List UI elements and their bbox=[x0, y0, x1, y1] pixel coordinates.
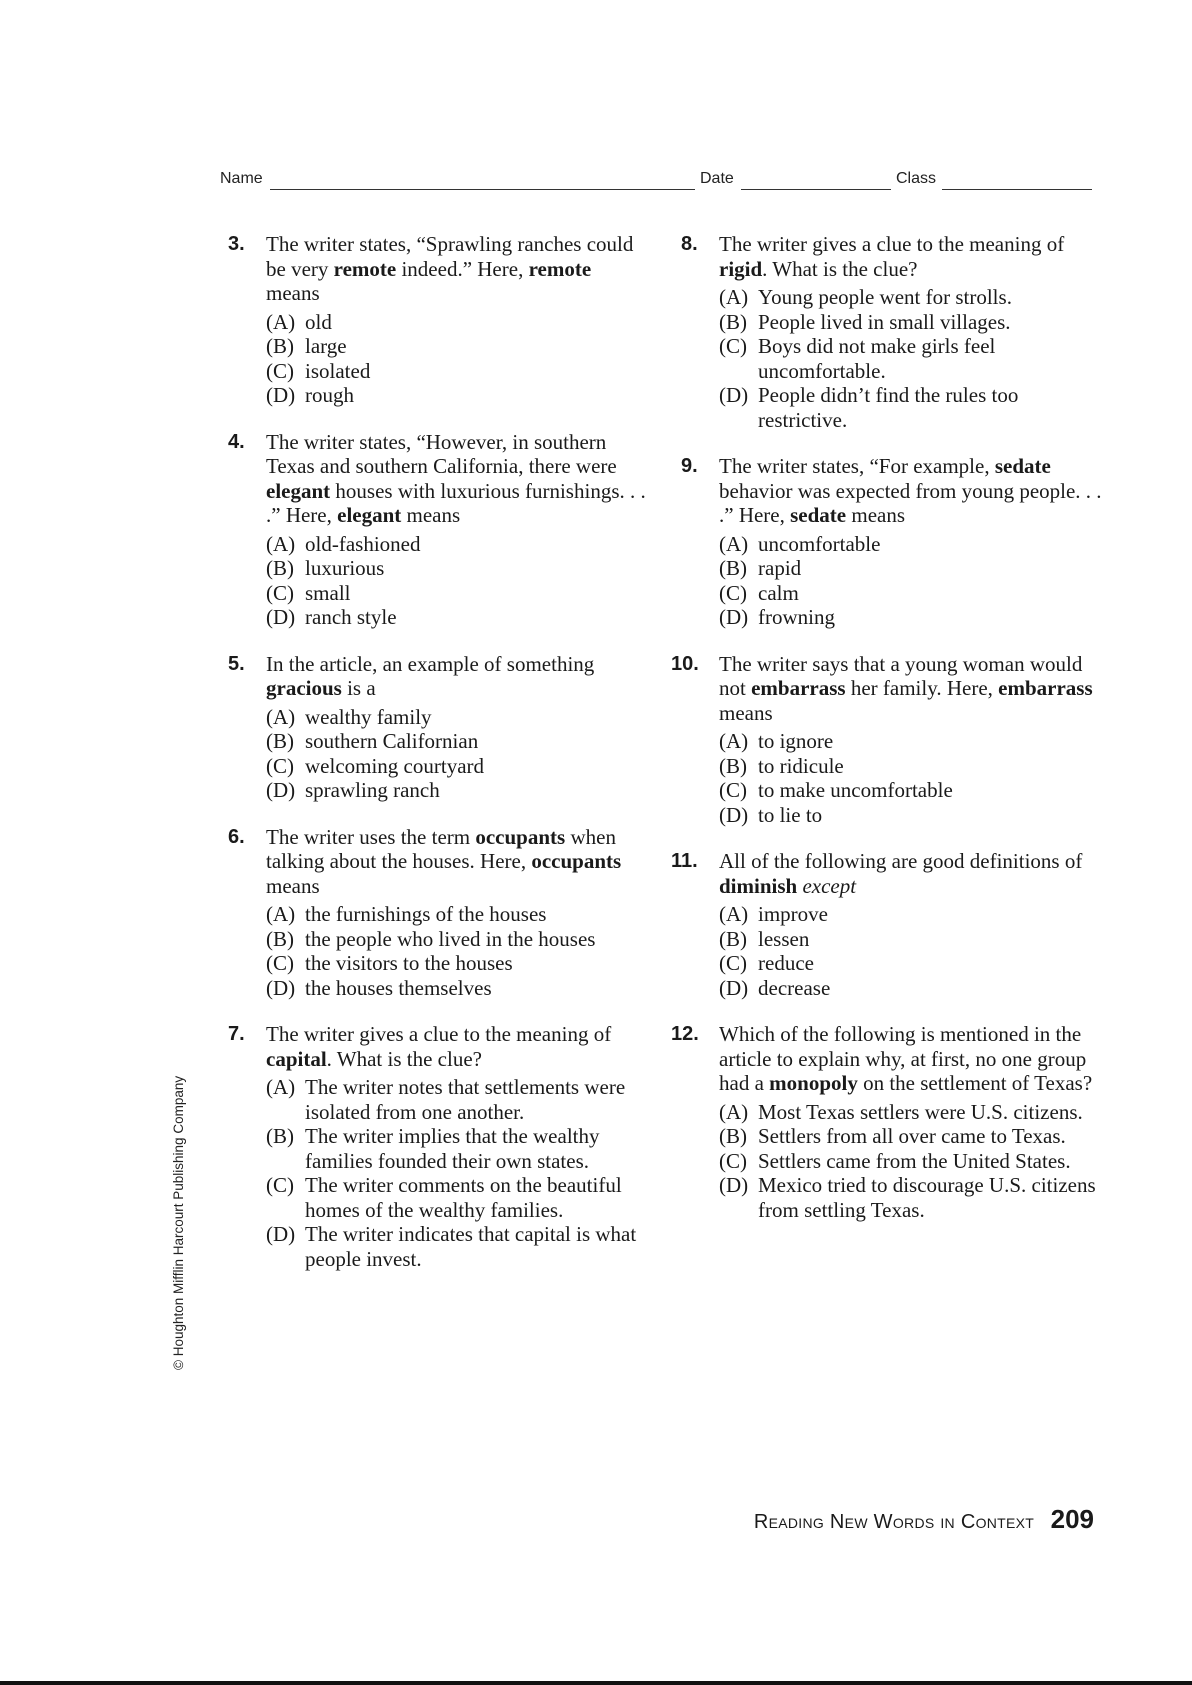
question-stem bbox=[266, 652, 650, 701]
right-column bbox=[671, 232, 1103, 1222]
answer-choice[interactable] bbox=[719, 1149, 1103, 1174]
choice-letter: (D) bbox=[719, 605, 749, 629]
choice-letter: (A) bbox=[266, 704, 296, 729]
vocab-word: rigid bbox=[719, 256, 763, 281]
choice-letter: (A) bbox=[266, 309, 296, 334]
footer bbox=[754, 1504, 1094, 1535]
answer-choice[interactable] bbox=[266, 754, 650, 779]
stem-text: is a bbox=[341, 676, 376, 700]
choice-text: to ridicule bbox=[758, 753, 844, 778]
answer-choice[interactable] bbox=[266, 927, 650, 952]
stem-text: Which of the following is mentioned in the article to explain why, at first, no one group had a bbox=[719, 1022, 1087, 1095]
question-12 bbox=[671, 1022, 1103, 1222]
choice-text: the people who lived in the houses bbox=[305, 926, 596, 951]
choice-letter: (D) bbox=[266, 383, 296, 407]
choice-letter: (A) bbox=[266, 1075, 296, 1099]
choice-text: uncomfortable bbox=[758, 531, 881, 556]
choice-letter: (D) bbox=[719, 975, 749, 1000]
choice-text: wealthy family bbox=[305, 704, 432, 729]
question-11 bbox=[671, 849, 1103, 1000]
choice-letter: (D) bbox=[719, 802, 749, 827]
choice-text: ranch style bbox=[305, 605, 397, 629]
date-label: Date bbox=[700, 170, 734, 187]
question-stem bbox=[266, 825, 650, 899]
choice-text: the furnishings of the houses bbox=[305, 902, 547, 926]
question-8 bbox=[683, 232, 1103, 432]
question-stem bbox=[719, 1022, 1103, 1096]
answer-choice[interactable] bbox=[266, 383, 650, 408]
answer-choice[interactable] bbox=[266, 532, 650, 557]
question-stem bbox=[266, 1022, 650, 1071]
choice-letter: (B) bbox=[719, 1124, 747, 1148]
question-3 bbox=[230, 232, 650, 408]
vocab-word: occupants bbox=[531, 849, 622, 873]
choice-text: to ignore bbox=[758, 729, 834, 753]
answer-choice[interactable] bbox=[266, 310, 650, 335]
stem-text: The writer states, “Sprawling ranches could be very bbox=[266, 232, 634, 281]
choice-text: Settlers came from the United States. bbox=[758, 1148, 1071, 1173]
question-stem bbox=[719, 454, 1103, 528]
question-number: 10. bbox=[671, 652, 699, 675]
choice-text: large bbox=[305, 334, 347, 358]
stem-text: means bbox=[266, 873, 320, 898]
choice-letter: (A) bbox=[266, 531, 296, 556]
answer-choices bbox=[719, 532, 1103, 630]
choice-letter: (B) bbox=[266, 334, 294, 358]
answer-choice[interactable] bbox=[266, 1075, 650, 1124]
choice-text: rapid bbox=[758, 556, 802, 580]
answer-choice[interactable] bbox=[266, 581, 650, 606]
choice-letter: (C) bbox=[266, 753, 294, 778]
stem-text: The writer gives a clue to the meaning of bbox=[266, 1022, 612, 1046]
choice-text: old bbox=[305, 309, 332, 334]
vocab-word: sedate bbox=[790, 503, 847, 527]
answer-choices bbox=[266, 1075, 650, 1271]
choice-text: improve bbox=[758, 902, 828, 926]
stem-text: indeed.” Here, bbox=[396, 256, 529, 281]
answer-choices bbox=[719, 285, 1103, 432]
answer-choice[interactable] bbox=[719, 310, 1103, 335]
answer-choice[interactable] bbox=[719, 803, 1103, 828]
choice-text: welcoming courtyard bbox=[305, 753, 485, 778]
answer-choice[interactable] bbox=[266, 705, 650, 730]
choice-text: The writer implies that the wealthy families founded their own states. bbox=[305, 1124, 600, 1173]
choice-text: the houses themselves bbox=[305, 975, 492, 1000]
choice-text: frowning bbox=[758, 605, 835, 629]
emphasis-text: except bbox=[802, 873, 857, 898]
class-label: Class bbox=[896, 170, 937, 187]
stem-text: behavior was expected from young people. . . .” Here, bbox=[719, 478, 1102, 527]
answer-choice[interactable] bbox=[719, 1173, 1103, 1222]
answer-choice[interactable] bbox=[719, 605, 1103, 630]
choice-letter: (B) bbox=[719, 309, 747, 334]
copyright-notice: © Houghton Mifflin Harcourt Publishing Company bbox=[171, 1075, 186, 1370]
stem-text: means bbox=[846, 503, 906, 527]
choice-letter: (A) bbox=[719, 1099, 749, 1124]
vocab-word: capital bbox=[266, 1046, 327, 1071]
answer-choice[interactable] bbox=[266, 334, 650, 359]
question-number: 4. bbox=[228, 430, 245, 453]
choice-letter: (B) bbox=[266, 1124, 294, 1148]
answer-choices bbox=[266, 532, 650, 630]
question-10 bbox=[671, 651, 1103, 828]
question-stem bbox=[266, 430, 650, 528]
question-5 bbox=[230, 652, 650, 803]
choice-text: Settlers from all over came to Texas. bbox=[758, 1124, 1066, 1148]
choice-text: calm bbox=[758, 580, 799, 605]
stem-text: houses with luxurious furnishings. . . .” Here, bbox=[266, 478, 646, 527]
answer-choice[interactable] bbox=[719, 1124, 1103, 1149]
choice-letter: (B) bbox=[266, 926, 294, 951]
stem-text: The writer states, “However, in southern Texas and southern California, there were bbox=[266, 429, 617, 478]
question-number: 8. bbox=[681, 233, 698, 255]
answer-choice[interactable] bbox=[266, 778, 650, 803]
vocab-word: elegant bbox=[266, 478, 331, 503]
choice-letter: (A) bbox=[719, 729, 749, 753]
choice-text: Young people went for strolls. bbox=[758, 285, 1012, 309]
choice-text: People lived in small villages. bbox=[758, 309, 1011, 334]
choice-letter: (C) bbox=[266, 580, 294, 605]
choice-text: The writer comments on the beautiful homes of the wealthy families. bbox=[305, 1173, 622, 1222]
choice-text: The writer notes that settlements were isolated from one another. bbox=[305, 1075, 626, 1124]
choice-text: rough bbox=[305, 383, 354, 407]
choice-text: luxurious bbox=[305, 556, 385, 580]
stem-text: The writer states, “For example, bbox=[719, 454, 995, 478]
question-number: 6. bbox=[228, 825, 245, 848]
answer-choices bbox=[266, 310, 650, 408]
answer-choice[interactable] bbox=[719, 754, 1103, 779]
answer-choices bbox=[719, 729, 1103, 827]
choice-text: to make uncomfortable bbox=[758, 778, 953, 802]
answer-choice[interactable] bbox=[719, 285, 1103, 310]
question-number: 5. bbox=[228, 652, 245, 675]
answer-choice[interactable] bbox=[266, 729, 650, 754]
choice-text: Most Texas settlers were U.S. citizens. bbox=[758, 1099, 1083, 1124]
stem-text: means bbox=[401, 503, 461, 527]
stem-text: means bbox=[719, 700, 773, 725]
choice-letter: (B) bbox=[719, 753, 747, 778]
question-number: 3. bbox=[228, 233, 245, 255]
answer-choices bbox=[719, 1100, 1103, 1223]
date-line bbox=[741, 189, 891, 190]
stem-text: The writer says that a young woman would not bbox=[719, 651, 1083, 700]
choice-letter: (D) bbox=[266, 605, 296, 629]
answer-choice[interactable] bbox=[266, 556, 650, 581]
choice-letter: (A) bbox=[719, 285, 749, 309]
choice-letter: (A) bbox=[719, 902, 749, 926]
question-number: 7. bbox=[228, 1023, 245, 1045]
choice-letter: (B) bbox=[719, 556, 747, 580]
vocab-word: diminish bbox=[719, 873, 798, 898]
answer-choice[interactable] bbox=[266, 1222, 650, 1271]
choice-letter: (B) bbox=[719, 926, 747, 951]
vocab-word: embarrass bbox=[998, 676, 1093, 700]
class-line bbox=[942, 189, 1092, 190]
vocab-word: elegant bbox=[337, 503, 402, 527]
question-7 bbox=[230, 1022, 650, 1271]
vocab-word: embarrass bbox=[751, 676, 846, 700]
choice-letter: (D) bbox=[266, 778, 296, 802]
choice-text: The writer indicates that capital is what people invest. bbox=[305, 1222, 637, 1271]
choice-text: old-fashioned bbox=[305, 531, 421, 556]
question-number: 9. bbox=[681, 455, 698, 477]
answer-choice[interactable] bbox=[719, 334, 1103, 383]
answer-choice[interactable] bbox=[266, 605, 650, 630]
choice-text: lessen bbox=[758, 926, 810, 951]
stem-text: when talking about the houses. Here, bbox=[266, 824, 616, 873]
choice-letter: (C) bbox=[719, 1148, 747, 1173]
footer-title: Reading New Words in Context bbox=[753, 1511, 1035, 1533]
name-label: Name bbox=[220, 170, 263, 187]
question-9 bbox=[683, 454, 1103, 630]
header bbox=[220, 170, 1094, 194]
answer-choice[interactable] bbox=[719, 581, 1103, 606]
choice-text: Mexico tried to discourage U.S. citizens from settling Texas. bbox=[758, 1173, 1096, 1222]
vocab-word: monopoly bbox=[769, 1071, 858, 1095]
choice-letter: (D) bbox=[719, 383, 749, 407]
choice-text: Boys did not make girls feel uncomfortable. bbox=[758, 334, 996, 383]
answer-choice[interactable] bbox=[719, 1100, 1103, 1125]
stem-text: . What is the clue? bbox=[326, 1046, 482, 1071]
question-stem bbox=[719, 652, 1103, 726]
choice-letter: (C) bbox=[719, 580, 747, 605]
answer-choice[interactable] bbox=[719, 778, 1103, 803]
choice-text: reduce bbox=[758, 951, 814, 975]
question-stem bbox=[266, 232, 650, 306]
choice-letter: (C) bbox=[266, 358, 294, 383]
page-number: 209 bbox=[1050, 1504, 1094, 1534]
choice-letter: (B) bbox=[266, 729, 294, 753]
choice-letter: (A) bbox=[719, 531, 749, 556]
answer-choice[interactable] bbox=[719, 532, 1103, 557]
vocab-word: gracious bbox=[266, 676, 342, 700]
stem-text: In the article, an example of something bbox=[266, 651, 595, 676]
question-stem bbox=[719, 232, 1103, 281]
answer-choice[interactable] bbox=[266, 1173, 650, 1222]
answer-choice[interactable] bbox=[719, 556, 1103, 581]
left-column bbox=[230, 232, 650, 1271]
vocab-word: sedate bbox=[994, 454, 1051, 478]
answer-choice[interactable] bbox=[719, 729, 1103, 754]
vocab-word: remote bbox=[528, 256, 592, 281]
choice-text: small bbox=[305, 580, 351, 605]
choice-text: People didn’t find the rules too restrictive. bbox=[758, 383, 1019, 432]
choice-letter: (D) bbox=[719, 1173, 749, 1197]
stem-text: her family. Here, bbox=[845, 676, 999, 700]
answer-choice[interactable] bbox=[266, 359, 650, 384]
stem-text: The writer uses the term bbox=[266, 824, 476, 849]
choice-text: the visitors to the houses bbox=[305, 951, 513, 975]
choice-letter: (C) bbox=[266, 951, 294, 975]
stem-text: on the settlement of Texas? bbox=[857, 1071, 1093, 1095]
choice-letter: (C) bbox=[266, 1173, 294, 1197]
answer-choice[interactable] bbox=[719, 976, 1103, 1001]
stem-text: All of the following are good definitions of bbox=[719, 849, 1083, 873]
choice-letter: (C) bbox=[719, 334, 747, 358]
stem-text: The writer gives a clue to the meaning of bbox=[719, 232, 1065, 256]
choice-text: isolated bbox=[305, 358, 371, 383]
choice-text: decrease bbox=[758, 975, 831, 1000]
vocab-word: remote bbox=[333, 256, 397, 281]
name-line bbox=[270, 189, 695, 190]
choice-letter: (C) bbox=[719, 778, 747, 802]
answer-choices bbox=[266, 902, 650, 1000]
answer-choice[interactable] bbox=[719, 951, 1103, 976]
choice-text: southern Californian bbox=[305, 729, 479, 753]
answer-choices bbox=[266, 705, 650, 803]
question-number: 12. bbox=[671, 1023, 699, 1045]
choice-letter: (A) bbox=[266, 902, 296, 926]
choice-letter: (D) bbox=[266, 975, 296, 1000]
choice-letter: (D) bbox=[266, 1222, 296, 1246]
answer-choice[interactable] bbox=[266, 951, 650, 976]
question-4 bbox=[230, 430, 650, 630]
stem-text: . What is the clue? bbox=[762, 256, 918, 281]
question-stem bbox=[719, 849, 1103, 898]
vocab-word: occupants bbox=[475, 824, 566, 849]
answer-choices bbox=[719, 902, 1103, 1000]
answer-choice[interactable] bbox=[719, 383, 1103, 432]
stem-text: means bbox=[266, 281, 320, 305]
choice-text: to lie to bbox=[758, 802, 823, 827]
bottom-edge-bar bbox=[0, 1681, 1192, 1685]
question-number: 11. bbox=[671, 850, 698, 872]
question-6 bbox=[230, 825, 650, 1001]
answer-choice[interactable] bbox=[266, 1124, 650, 1173]
choice-letter: (B) bbox=[266, 556, 294, 580]
answer-choice[interactable] bbox=[719, 902, 1103, 927]
choice-letter: (C) bbox=[719, 951, 747, 975]
answer-choice[interactable] bbox=[266, 976, 650, 1001]
answer-choice[interactable] bbox=[719, 927, 1103, 952]
choice-text: sprawling ranch bbox=[305, 778, 440, 802]
answer-choice[interactable] bbox=[266, 902, 650, 927]
